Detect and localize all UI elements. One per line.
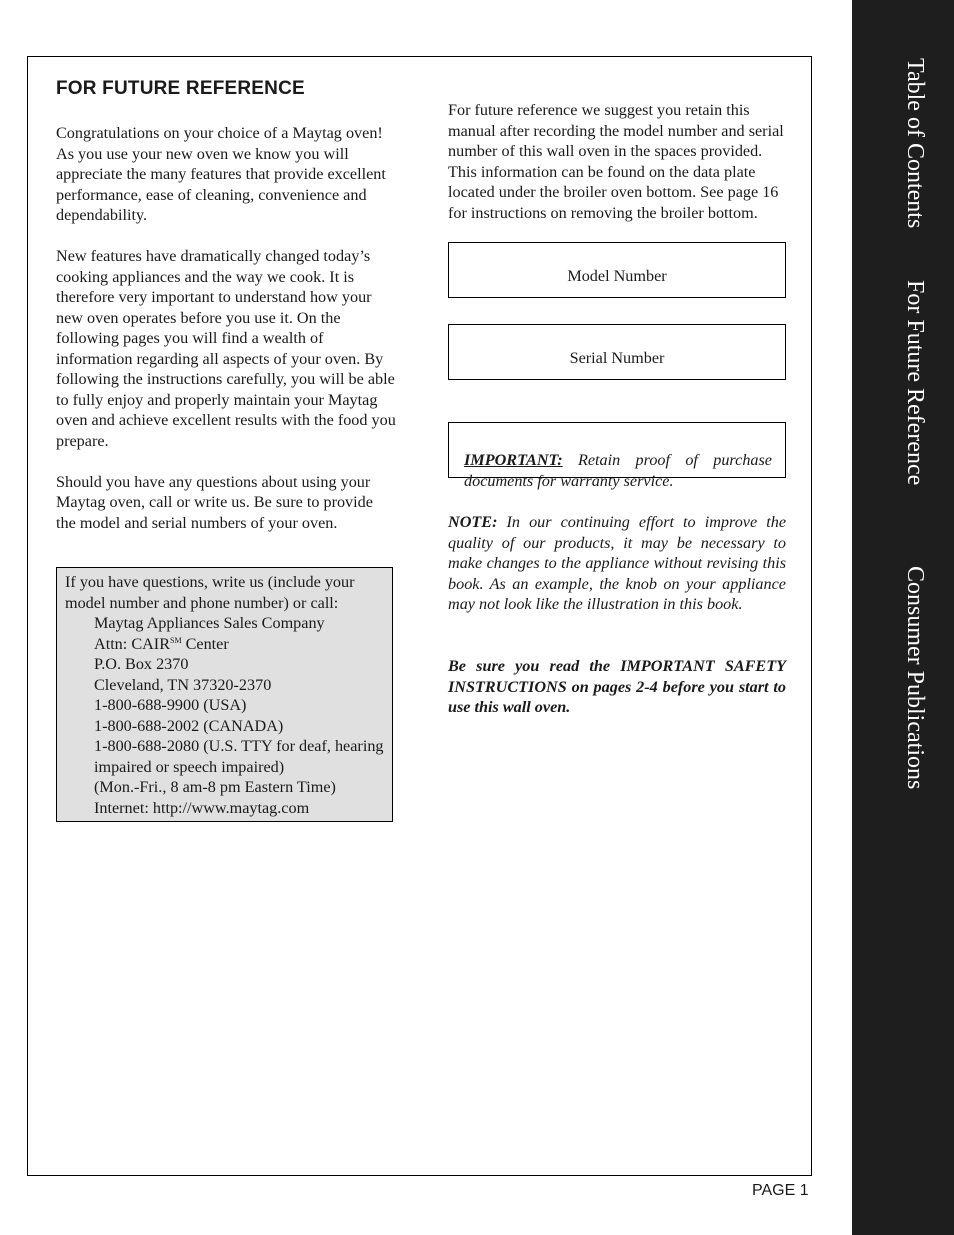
features-paragraph: New features have dramatically changed today’s cooking appliances and the way we cook. It is therefore very important to understand how your new oven operates before you use it. On the following pages you will find a wealth of information regarding all aspects of your oven. By following the instructions carefully, you will be able to fully enjoy and properly maintain your Maytag oven and achieve excellent results with the food you prepare. xyxy=(56,247,396,450)
safety-notice: Be sure you read the IMPORTANT SAFETY INSTRUCTIONS on pages 2-4 before you start to use this wall oven. xyxy=(448,657,786,716)
contact-attn: Attn: CAIR℠ Center xyxy=(94,634,229,653)
contact-internet: Internet: http://www.maytag.com xyxy=(94,798,310,817)
contact-po-box: P.O. Box 2370 xyxy=(94,655,189,673)
serial-number-field[interactable] xyxy=(448,324,786,380)
important-label: IMPORTANT: xyxy=(464,451,563,469)
contact-hours: (Mon.-Fri., 8 am-8 pm Eastern Time) xyxy=(94,778,336,796)
questions-paragraph: Should you have any questions about using your Maytag oven, call or write us. Be sure to provide the model and serial numbers of your oven. xyxy=(56,472,373,532)
left-column xyxy=(56,78,396,554)
contact-intro: If you have questions, write us (include your model number and phone number) or call: xyxy=(65,573,355,612)
model-number-field[interactable] xyxy=(448,242,786,298)
contact-phone-canada: 1-800-688-2002 (CANADA) xyxy=(94,716,284,735)
contact-box xyxy=(56,567,393,822)
section-heading: FOR FUTURE REFERENCE xyxy=(56,78,305,99)
tab-table-of-contents[interactable]: Table of Contents xyxy=(902,58,928,229)
page-number: PAGE 1 xyxy=(752,1182,809,1199)
contact-city: Cleveland, TN 37320-2370 xyxy=(94,675,272,694)
important-notice: IMPORTANT: Retain proof of purchase documents for warranty service. xyxy=(464,451,772,490)
contact-phone-tty: 1-800-688-2080 (U.S. TTY for deaf, hearing impaired or speech impaired) xyxy=(94,737,384,776)
tab-consumer-publications[interactable]: Consumer Publications xyxy=(902,565,928,789)
intro-paragraph: Congratulations on your choice of a Maytag oven! As you use your new oven we know you will appreciate the many features that provide excellent performance, ease of cleaning, convenience and dependability. xyxy=(56,124,386,224)
model-number-label: Model Number xyxy=(567,267,667,285)
note-paragraph: NOTE: In our continuing effort to improve the quality of our products, it may be necessary to make changes to the appliance without revising this book. As an example, the knob on your appliance may not look like the illustration in this book. xyxy=(448,513,786,613)
right-column xyxy=(448,100,786,223)
contact-company: Maytag Appliances Sales Company xyxy=(94,614,325,632)
tab-for-future-reference[interactable]: For Future Reference xyxy=(902,280,928,486)
serial-number-label: Serial Number xyxy=(569,349,665,367)
contact-phone-usa: 1-800-688-9900 (USA) xyxy=(94,696,247,714)
note-label: NOTE: xyxy=(448,513,498,531)
side-tab-labels xyxy=(901,58,928,789)
reference-paragraph: For future reference we suggest you retain this manual after recording the model number and serial number of this wall oven in the spaces provided. This information can be found on the data plate located under the broiler oven bottom. See page 16 for instructions on removing the broiler bottom. xyxy=(448,101,784,222)
